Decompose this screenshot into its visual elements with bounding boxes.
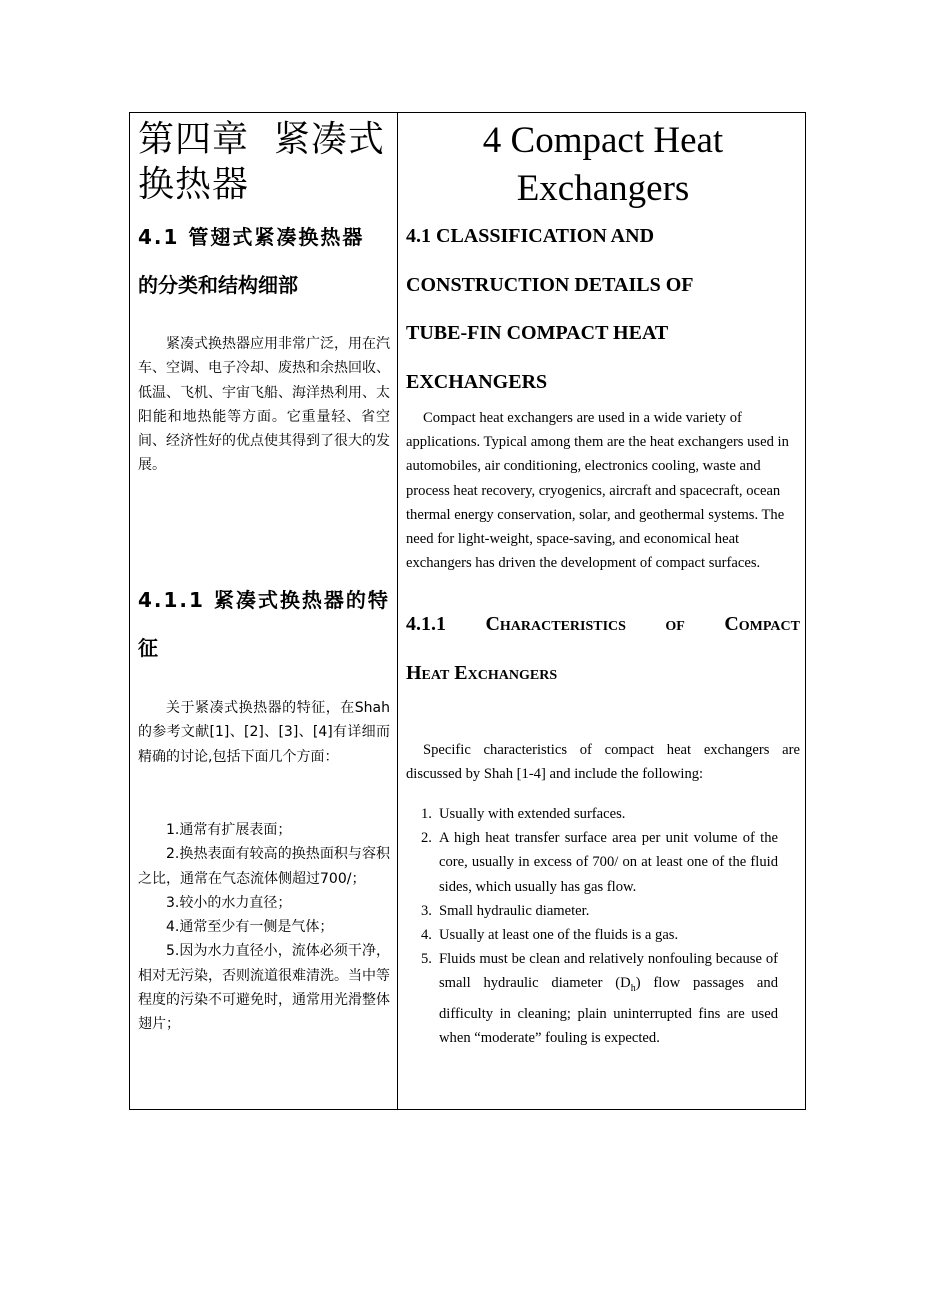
list-number: 2.: [421, 830, 432, 847]
characteristics-list-en: [406, 802, 778, 1050]
section-4-1-1-heading-en: [406, 600, 800, 698]
list-text-after: ) flow passages and difficulty in cleaning; plain uninterrupted fins are used when “moderate” fouling is expected.: [439, 975, 778, 1046]
heading-line2: Heat Exchangers: [406, 662, 558, 684]
characteristics-list-zh: [138, 818, 390, 1037]
list-number: 5.: [421, 951, 432, 968]
list-item-zh: 3.较小的水力直径；: [166, 894, 292, 911]
characteristics-intro-en: Specific characteristics of compact heat exchangers are discussed by Shah [1-4] and include the following:: [406, 742, 800, 783]
list-text: Usually at least one of the fluids is a gas.: [439, 927, 679, 944]
chapter-title-en-line1: 4 Compact Heat: [482, 120, 724, 161]
subscript-h: h: [630, 983, 636, 995]
chapter-title-en-line2: Exchangers: [516, 168, 690, 209]
list-item-zh: 1.通常有扩展表面；: [166, 822, 292, 838]
chapter-title-zh: 第四章 紧凑式 换热器: [138, 119, 385, 205]
list-item-en: [421, 802, 778, 826]
column-divider: [397, 113, 398, 1109]
section-number: 4.1.1: [406, 613, 446, 635]
list-item-en: [421, 923, 778, 947]
list-item-en: [421, 899, 778, 923]
section-4-1-heading-en-line: CONSTRUCTION DETAILS OF: [406, 273, 694, 296]
list-text: Usually with extended surfaces.: [439, 806, 626, 822]
chapter-title-en: [406, 117, 800, 213]
heading-word: Characteristics: [485, 613, 626, 635]
list-text: Small hydraulic diameter.: [439, 902, 590, 919]
section-4-1-heading-en: [406, 212, 693, 406]
intro-paragraph-en: Compact heat exchangers are used in a wide variety of applications. Typical among them are the heat exchangers used in automobiles, air conditioning, electronics cooling, waste and process heat recovery, cryogenics, aircraft and spacecraft, ocean thermal energy conservation, solar, and geothermal systems. The need for light-weight, space-saving, and economical heat exchangers has driven the development of compact surfaces.: [406, 410, 789, 572]
heading-word: of: [665, 613, 685, 635]
section-4-1-heading-zh: [138, 213, 364, 309]
section-4-1-1-heading-zh: [138, 576, 390, 672]
list-text-before: Fluids must be clean and relatively nonfouling because of small hydraulic diameter (D: [439, 951, 778, 992]
intro-paragraph-zh: 紧凑式换热器应用非常广泛，用在汽车、空调、电子冷却、废热和余热回收、低温、飞机、宇宙飞船、海洋热利用、太阳能和地热能等方面。它重量轻、省空间、经济性好的优点使其得到了很大的发展。: [138, 336, 390, 474]
list-item-en: [421, 947, 778, 1050]
section-4-1-heading-en-line: TUBE-FIN COMPACT HEAT: [406, 322, 669, 344]
section-4-1-heading-zh-line1: 4.1 管翅式紧凑换热器: [138, 225, 365, 249]
bilingual-table: [129, 112, 806, 1110]
list-item-zh: 5.因为水力直径小，流体必须干净，相对无污染，否则流道很难清洗。当中等程度的污染不可避免时，通常用光滑整体翅片；: [138, 943, 390, 1033]
section-4-1-heading-en-line: 4.1 CLASSIFICATION AND: [406, 225, 655, 247]
list-number: 1.: [421, 806, 432, 822]
list-text: A high heat transfer surface area per unit volume of the core, usually in excess of 700/ on at least one of the fluid sides, which usually has gas flow.: [439, 830, 778, 895]
heading-word: Compact: [724, 613, 800, 635]
list-item-zh: 2.换热表面有较高的换热面积与容积之比，通常在气态流体侧超过700/；: [138, 846, 390, 887]
list-item-zh: 4.通常至少有一侧是气体；: [166, 919, 334, 936]
list-number: 4.: [421, 927, 432, 944]
section-4-1-1-heading-zh-line2: 征: [138, 636, 158, 660]
section-4-1-heading-en-line: EXCHANGERS: [406, 370, 548, 393]
list-number: 3.: [421, 902, 432, 919]
section-4-1-heading-zh-line2: 的分类和结构细部: [138, 273, 298, 297]
section-4-1-1-heading-zh-line1: 4.1.1 紧凑式换热器的特: [138, 588, 390, 612]
list-item-en: [421, 826, 778, 899]
characteristics-intro-zh: 关于紧凑式换热器的特征，在Shah的参考文献[1]、[2]、[3]、[4]有详细而精确的讨论,包括下面几个方面：: [138, 700, 390, 765]
